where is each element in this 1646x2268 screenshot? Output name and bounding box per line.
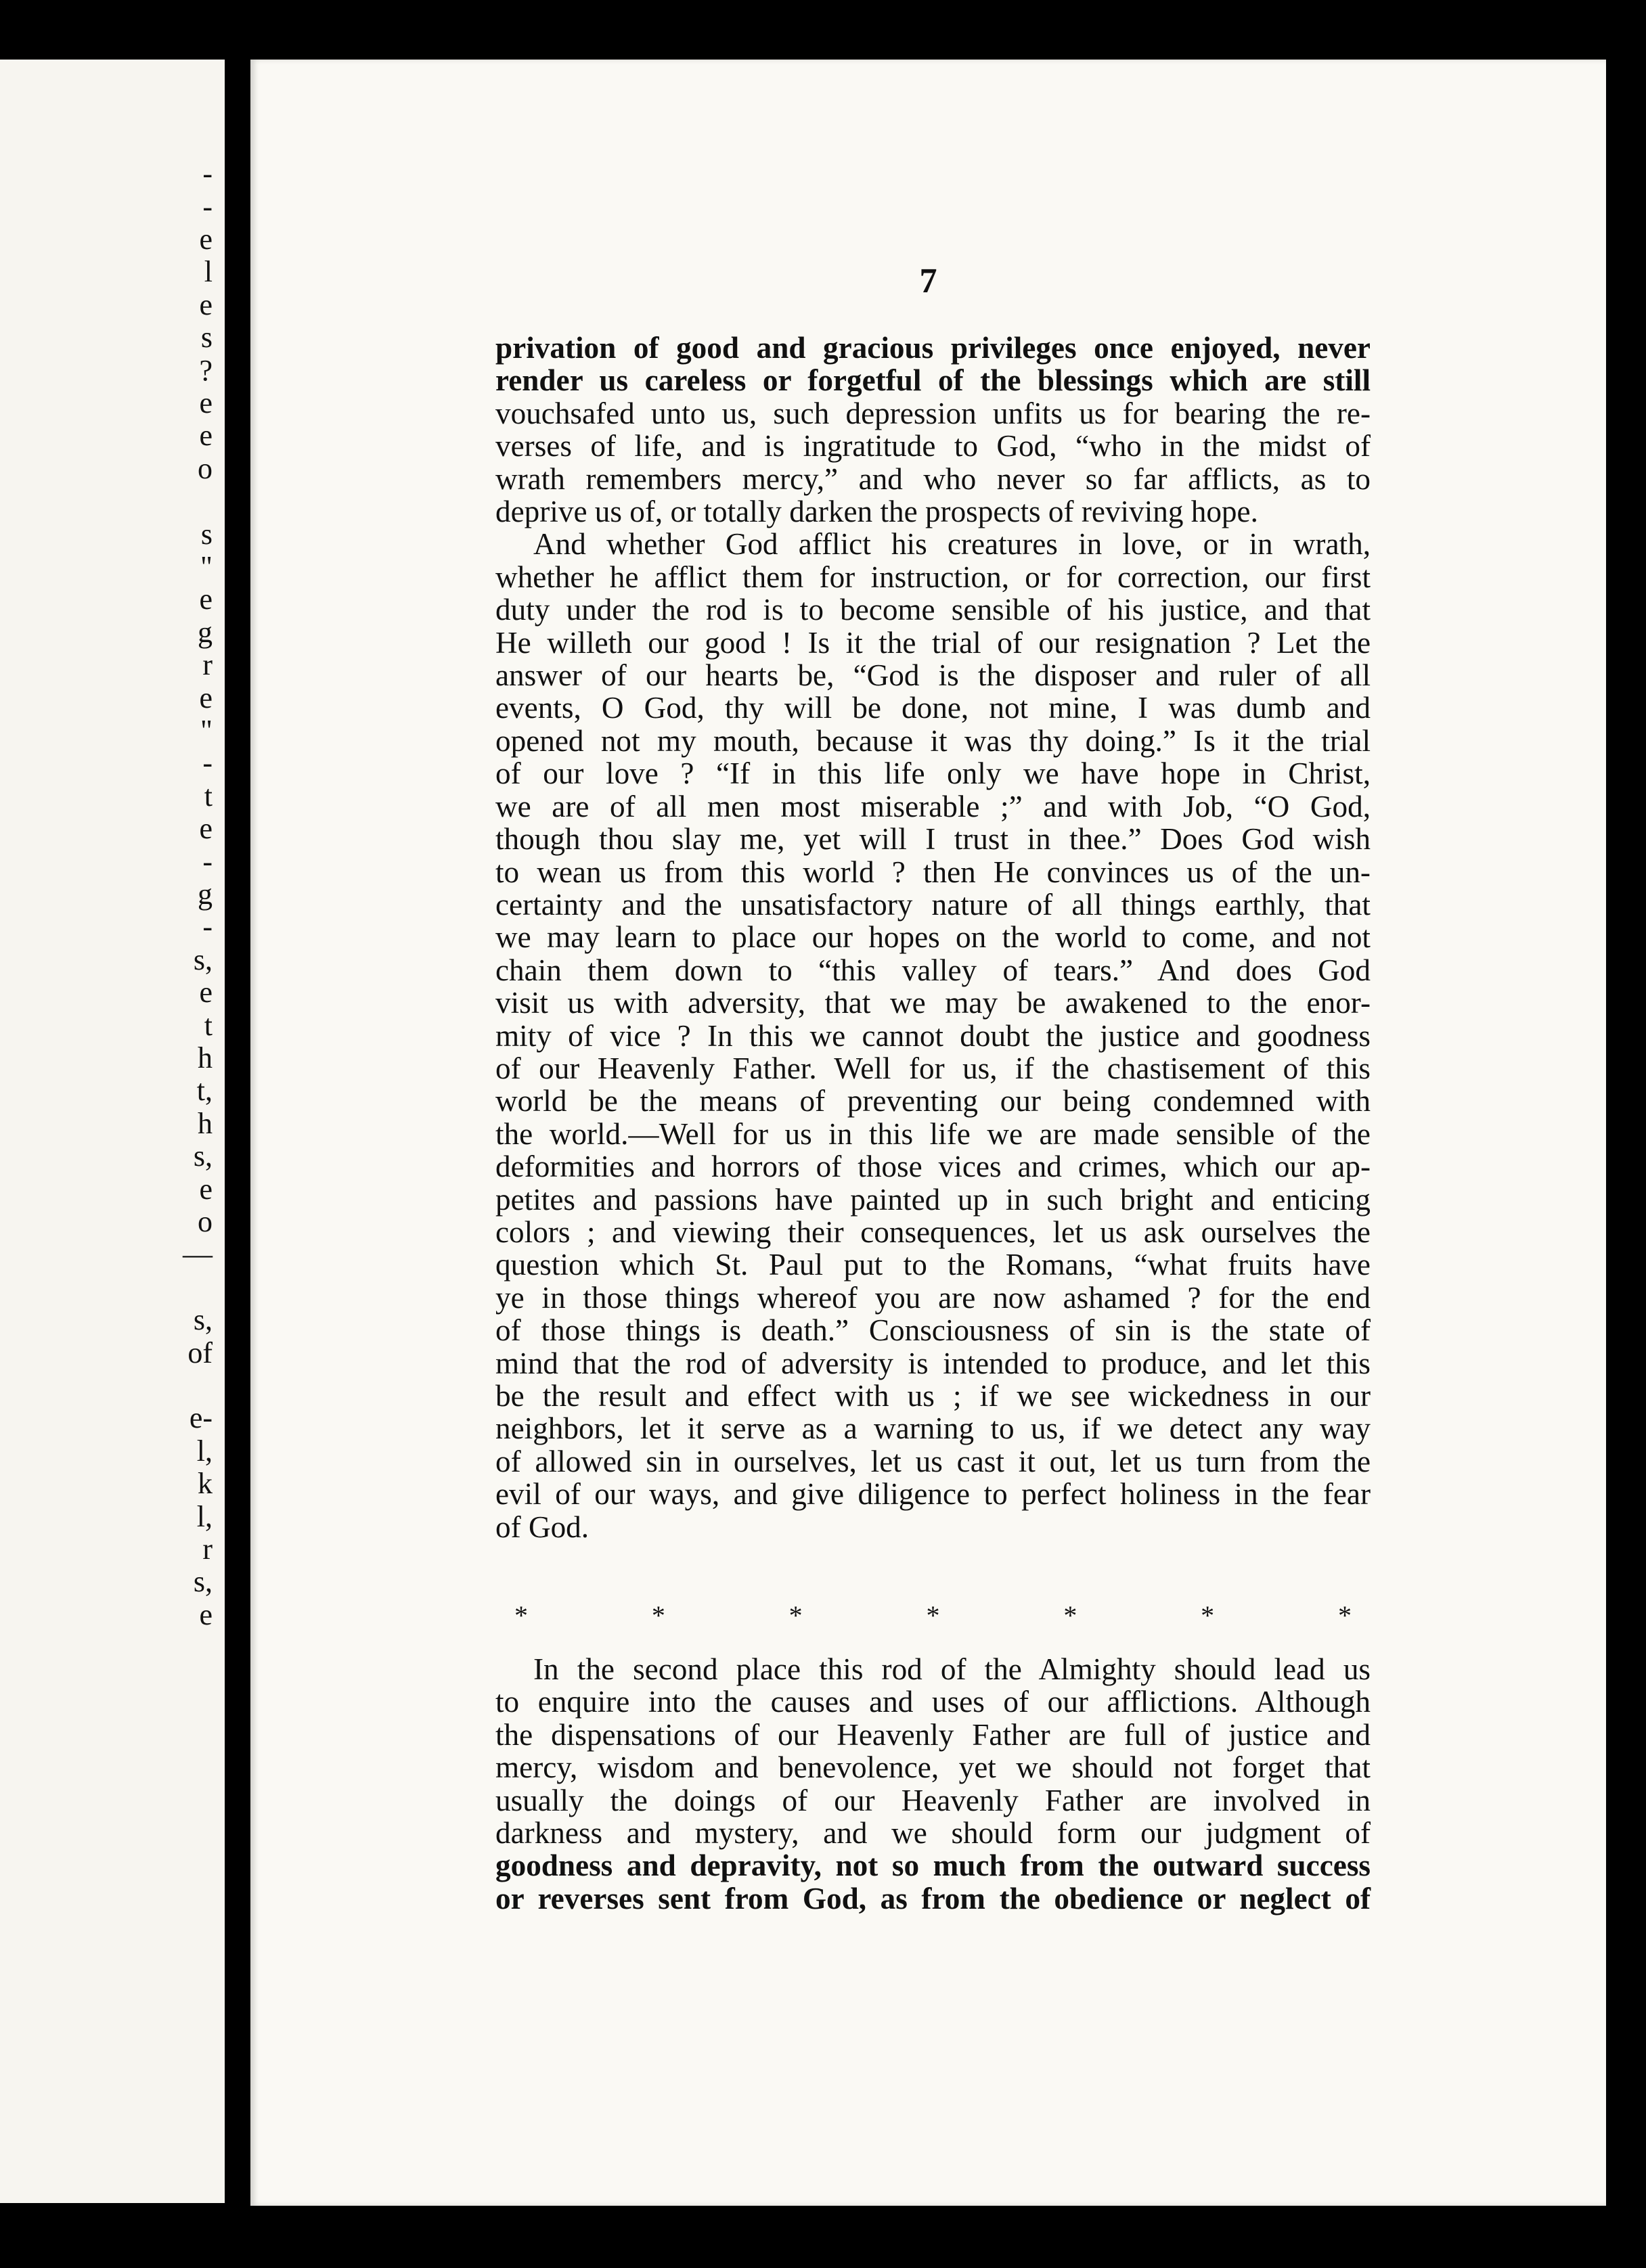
separator-asterisk: * (514, 1600, 528, 1631)
left-page-fragment: s, (193, 943, 213, 976)
left-page-fragment: l, (196, 1499, 213, 1533)
text-line: neighbors, let it serve as a warning to us, if we detect any way (495, 1411, 1371, 1446)
text-line: chain them down to “this valley of tears.” And does God (495, 953, 1371, 987)
left-page-fragment: t (204, 779, 213, 813)
text-line: petites and passions have painted up in such bright and enticing (495, 1182, 1371, 1217)
left-page-fragment: h (198, 1106, 213, 1140)
left-page-fragment: - (202, 844, 213, 878)
left-page-fragment: r (202, 648, 213, 682)
text-line: of allowed sin in ourselves, let us cast it out, let us turn from the (495, 1444, 1371, 1478)
text-line: certainty and the unsatisfactory nature of all things earthly, that (495, 887, 1371, 922)
text-line: answer of our hearts be, “God is the disposer and ruler of all (495, 658, 1371, 693)
text-line: we may learn to place our hopes on the world to come, and not (495, 920, 1371, 955)
text-line: we are of all men most miserable ;” and with Job, “O God, (495, 789, 1371, 823)
text-line: render us careless or forgetful of the blessings which are still (495, 363, 1371, 398)
left-page-fragment: t, (196, 1074, 213, 1108)
text-line: colors ; and viewing their consequences, let us ask ourselves the (495, 1215, 1371, 1249)
text-line: opened not my mouth, because it was thy doing.” Is it the trial (495, 723, 1371, 758)
text-line: goodness and depravity, not so much from the outward success (495, 1849, 1371, 1883)
separator-asterisk: * (1063, 1600, 1077, 1631)
left-page-fragment: o (198, 451, 213, 485)
text-line: whether he afflict them for instruction, or for correction, our first (495, 560, 1371, 594)
left-page-fragment: - (202, 157, 213, 191)
left-page-fragment: o (198, 1205, 213, 1238)
text-line: events, O God, thy will be done, not mine, I was dumb and (495, 691, 1371, 725)
left-page-fragment: - (202, 910, 213, 944)
left-page-fragment: h (198, 1041, 213, 1074)
text-line: usually the doings of our Heavenly Father are involved in (495, 1783, 1371, 1817)
left-page-fragment: e (199, 1172, 213, 1206)
separator-asterisk: * (1337, 1600, 1352, 1631)
text-line: of God. (495, 1510, 590, 1544)
text-line: of those things is death.” Consciousness of sin is the state of (495, 1313, 1371, 1348)
left-page-fragment: e (199, 223, 213, 256)
separator-asterisk: * (651, 1600, 665, 1631)
left-page-fragment: r (202, 1533, 213, 1566)
left-page-fragment: l (204, 255, 213, 289)
page-number: 7 (919, 262, 937, 300)
text-line: vouchsafed unto us, such depression unfits us for bearing the re- (495, 396, 1371, 430)
left-page-fragment: of (187, 1336, 213, 1369)
text-line: world be the means of preventing our being condemned with (495, 1084, 1371, 1118)
left-page-fragment: - (202, 189, 213, 223)
separator-asterisk: * (1201, 1600, 1215, 1631)
left-page-fragment: " (200, 550, 213, 583)
left-page-fragment: e (199, 681, 213, 715)
book-page (250, 60, 1606, 2206)
paragraph-2 (495, 1653, 1371, 1915)
left-page-fragment: e (199, 288, 213, 321)
left-page-fragment: e (199, 583, 213, 616)
left-page-fragment: g (198, 615, 213, 649)
left-page-fragment: e- (189, 1401, 213, 1435)
left-page-fragment: s, (193, 1303, 213, 1337)
text-line: be the result and effect with us ; if we see wickedness in our (495, 1379, 1371, 1413)
text-line: the dispensations of our Heavenly Father are full of justice and (495, 1717, 1371, 1752)
text-line: question which St. Paul put to the Romans, “what fruits have (495, 1248, 1371, 1282)
left-page-fragment: ? (199, 353, 213, 387)
left-page-fragment: " (200, 714, 213, 747)
left-page-fragment: e (199, 1597, 213, 1631)
text-line: And whether God afflict his creatures in love, or in wrath, (533, 527, 1371, 562)
left-page-fragment: s (200, 321, 213, 355)
text-line: In the second place this rod of the Almighty should lead us (533, 1652, 1371, 1686)
text-line: darkness and mystery, and we should form our judgment of (495, 1816, 1371, 1851)
left-page-fragment: e (199, 812, 213, 846)
text-line: deprive us of, or totally darken the prospects of reviving hope. (495, 495, 1258, 529)
left-page-fragment: s, (193, 1139, 213, 1173)
text-line: to wean us from this world ? then He convinces us of the un- (495, 855, 1371, 889)
text-line: to enquire into the causes and uses of our afflictions. Although (495, 1685, 1371, 1719)
text-line: though thou slay me, yet will I trust in thee.” Does God wish (495, 822, 1371, 857)
text-line: of our love ? “If in this life only we have hope in Christ, (495, 756, 1371, 791)
text-line: mity of vice ? In this we cannot doubt the justice and goodness (495, 1018, 1371, 1053)
text-line: verses of life, and is ingratitude to God, “who in the midst of (495, 429, 1371, 463)
text-line: duty under the rod is to become sensible of his justice, and that (495, 593, 1371, 627)
text-line: wrath remembers mercy,” and who never so far afflicts, as to (495, 461, 1371, 496)
left-page-text-fragments (0, 60, 225, 2203)
separator-asterisk: * (926, 1600, 940, 1631)
text-line: ye in those things whereof you are now ashamed ? for the end (495, 1280, 1371, 1315)
text-line: or reverses sent from God, as from the obedience or neglect of (495, 1881, 1371, 1915)
left-page-fragment: k (198, 1467, 213, 1501)
text-line: of our Heavenly Father. Well for us, if the chastisement of this (495, 1051, 1371, 1085)
text-line: mind that the rod of adversity is intended to produce, and let this (495, 1346, 1371, 1380)
left-page-fragment: — (183, 1238, 213, 1271)
text-line: visit us with adversity, that we may be awakened to the enor- (495, 986, 1371, 1020)
text-line: evil of our ways, and give diligence to perfect holiness in the fear (495, 1477, 1371, 1512)
book-gutter (225, 0, 250, 2268)
left-page-fragment: l, (196, 1434, 213, 1468)
text-line: He willeth our good ! Is it the trial of our resignation ? Let the (495, 625, 1371, 660)
text-line: the world.—Well for us in this life we are made sensible of the (495, 1116, 1371, 1151)
left-page-edge (0, 60, 225, 2203)
separator-asterisk: * (788, 1600, 803, 1631)
text-line: privation of good and gracious privileges once enjoyed, never (495, 331, 1371, 365)
left-page-fragment: s (200, 517, 213, 551)
left-page-fragment: e (199, 386, 213, 419)
section-separator (495, 1600, 1371, 1631)
text-line: deformities and horrors of those vices and crimes, which our ap- (495, 1150, 1371, 1184)
text-line: mercy, wisdom and benevolence, yet we should not forget that (495, 1750, 1371, 1785)
left-page-fragment: s, (193, 1565, 213, 1599)
left-page-fragment: t (204, 1008, 213, 1042)
left-page-fragment: e (199, 419, 213, 453)
paragraph-1 (495, 332, 1371, 1543)
left-page-fragment: - (202, 746, 213, 780)
left-page-fragment: g (198, 878, 213, 911)
left-page-fragment: e (199, 976, 213, 1010)
